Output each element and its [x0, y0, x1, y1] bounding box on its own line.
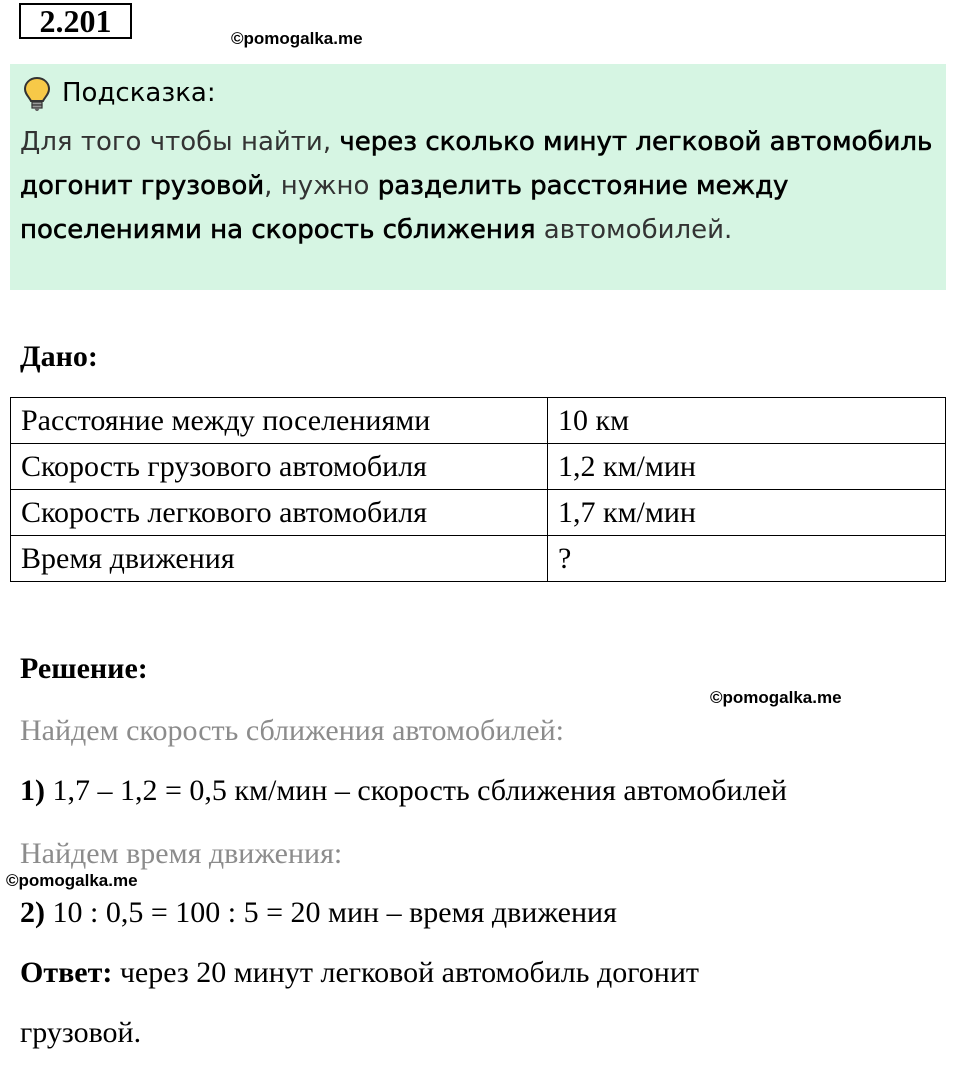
hint-title-row [22, 75, 216, 112]
step1-line [20, 774, 787, 808]
step1-text: 1,7 – 1,2 = 0,5 км/мин – скорость сближения автомобилей [45, 774, 787, 807]
solution-title: Решение: [20, 652, 148, 685]
table-row [11, 536, 946, 582]
step2-number: 2) [20, 896, 45, 929]
step2-line [20, 896, 617, 930]
hint-segment: автомобилей. [535, 215, 733, 245]
given-value: 1,2 км/мин [548, 444, 946, 490]
table-row [11, 398, 946, 444]
watermark: ©pomogalka.me [710, 688, 842, 707]
answer-label: Ответ: [20, 956, 113, 989]
watermark: ©pomogalka.me [231, 29, 363, 48]
hint-segment: Для того чтобы найти, [20, 127, 340, 157]
given-value: ? [548, 536, 946, 582]
given-title: Дано: [20, 340, 98, 373]
given-value: 10 км [548, 398, 946, 444]
hint-text [20, 120, 940, 252]
given-table [10, 397, 946, 582]
table-row [11, 444, 946, 490]
answer-line-2: грузовой. [20, 1016, 142, 1049]
given-label: Расстояние между поселениями [11, 398, 548, 444]
lightbulb-icon [22, 76, 52, 112]
step2-hint: Найдем время движения: [20, 837, 343, 870]
answer-text: через 20 минут легковой автомобиль догонит [112, 956, 699, 989]
given-label: Время движения [11, 536, 548, 582]
given-value: 1,7 км/мин [548, 490, 946, 536]
hint-emphasis: разделить расстояние между поселениями на скорость сближения [20, 171, 789, 245]
watermark: ©pomogalka.me [6, 871, 138, 890]
given-label: Скорость грузового автомобиля [11, 444, 548, 490]
hint-emphasis: через сколько минут легковой автомобиль догонит грузовой [20, 127, 933, 201]
answer-line [20, 956, 699, 990]
hint-title: Подсказка: [62, 78, 216, 108]
table-row [11, 490, 946, 536]
hint-segment: , нужно [264, 171, 378, 201]
task-number: 2.201 [19, 3, 132, 39]
step1-hint: Найдем скорость сближения автомобилей: [20, 714, 564, 747]
step1-number: 1) [20, 774, 45, 807]
given-label: Скорость легкового автомобиля [11, 490, 548, 536]
step2-text: 10 : 0,5 = 100 : 5 = 20 мин – время движения [45, 896, 617, 929]
